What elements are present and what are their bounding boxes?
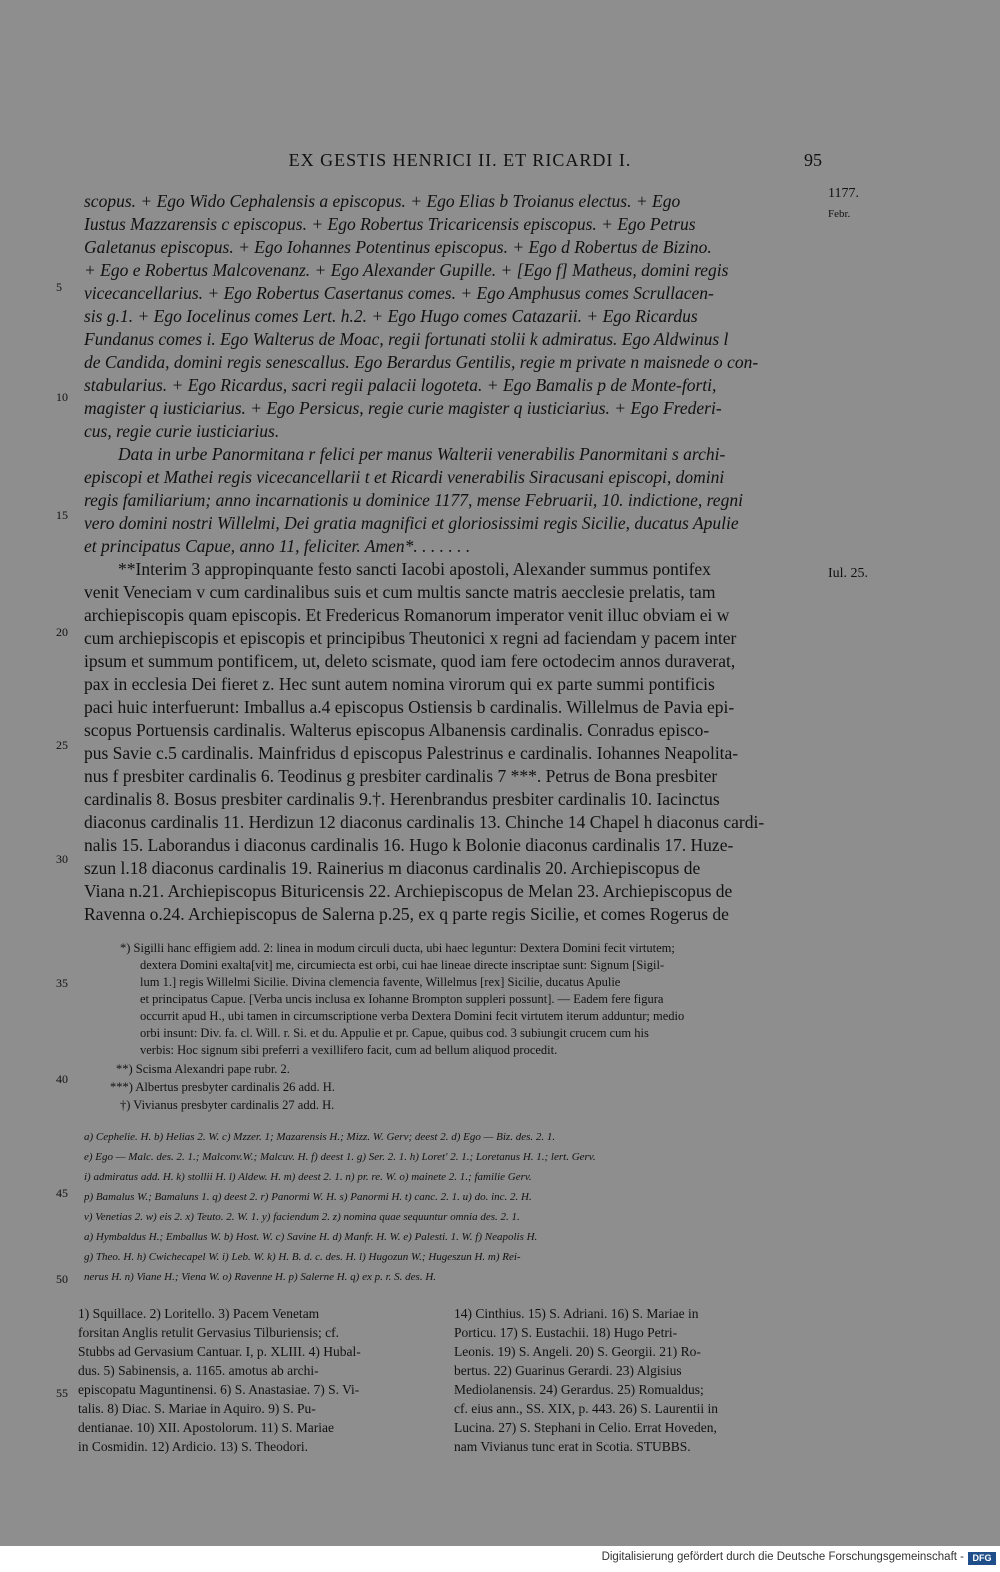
body-line: pus Savie c.5 cardinalis. Mainfridus d episcopus Palestrinus e cardinalis. Iohannes Neapolita- (84, 743, 739, 763)
star-note: occurrit apud H., ubi tamen in circumscriptione verba Dextera Domini fecit virtutem iterum adduntur; medio (140, 1009, 685, 1023)
body-line: cardinalis 8. Bosus presbiter cardinalis 9.†. Herenbrandus presbiter cardinalis 10. Iacinctus (84, 789, 720, 809)
numbered-note-left: dus. 5) Sabinensis, a. 1165. amotus ab archi- (78, 1363, 319, 1378)
margin-year: 1177. (828, 186, 859, 201)
line-number: 20 (56, 625, 68, 639)
variant-line: a) Cephelie. H. b) Helias 2. W. c) Mzzer. 1; Mazarensis H.; Mizz. W. Gerv; deest 2. d) Ego — Biz. des. 2. 1. (84, 1131, 556, 1143)
line-number: 25 (56, 738, 68, 752)
variant-line: i) admiratus add. H. k) stollii H. l) Aldew. H. m) deest 2. 1. n) pr. re. W. o) mainete 2. 1.; familie Gerv. (84, 1171, 532, 1183)
star-note: orbi insunt: Div. fa. cl. Will. r. Si. et du. Appulie et pr. Capue, quibus cod. 3 subiungit crucem cum his (140, 1026, 649, 1040)
footer-credit: Digitalisierung gefördert durch die Deutsche Forschungsgemeinschaft - (601, 1551, 964, 1563)
body-line: stabularius. + Ego Ricardus, sacri regii palacii logoteta. + Ego Bamalis p de Monte-forti, (84, 375, 717, 395)
star-note: verbis: Hoc signum sibi preferri a vexillifero facit, cum ad bellum aliquod procedit. (140, 1043, 558, 1057)
body-line: Iustus Mazzarensis c episcopus. + Ego Robertus Tricaricensis episcopus. + Ego Petrus (84, 214, 696, 234)
star-note: **) Scisma Alexandri pape rubr. 2. (116, 1062, 290, 1076)
body-line: paci huic interfuerunt: Imballus a.4 episcopus Ostiensis b cardinalis. Willelmus de Pavia epi- (84, 697, 735, 717)
line-number: 30 (56, 852, 68, 866)
line-number: 55 (56, 1386, 68, 1400)
body-line: vero domini nostri Willelmi, Dei gratia magnifici et gloriosissimi regis Sicilie, ducatus Apulie (84, 513, 739, 533)
page-number: 95 (804, 150, 822, 170)
body-line: nus f presbiter cardinalis 6. Teodinus g presbiter cardinalis 7 ***. Petrus de Bona presbiter (84, 766, 718, 786)
numbered-note-left: Stubbs ad Gervasium Cantuar. I, p. XLIII. 4) Hubal- (78, 1344, 361, 1359)
numbered-note-left: talis. 8) Diac. S. Mariae in Aquiro. 9) S. Pu- (78, 1401, 316, 1416)
body-line: Galetanus episcopus. + Ego Iohannes Potentinus episcopus. + Ego d Robertus de Bizino. (84, 237, 712, 257)
numbered-note-left: dentianae. 10) XII. Apostolorum. 11) S. Mariae (78, 1420, 334, 1435)
star-note: *) Sigilli hanc effigiem add. 2: linea in modum circuli ducta, ubi haec leguntur: Dextera Domini fecit virtutem; (120, 941, 675, 955)
body-line: vicecancellarius. + Ego Robertus Casertanus comes. + Ego Amphusus comes Scrullacen- (84, 283, 714, 303)
body-line: magister q iusticiarius. + Ego Persicus, regie curie magister q iusticiarius. + Ego Frederi- (84, 398, 722, 418)
line-number: 50 (56, 1272, 68, 1286)
body-line: venit Veneciam v cum cardinalibus suis et cum multis sancte matris aecclesie prelatis, tam (84, 582, 716, 602)
numbered-note-left: forsitan Anglis retulit Gervasius Tilburiensis; cf. (78, 1325, 339, 1340)
body-line: nalis 15. Laborandus i diaconus cardinalis 16. Hugo k Bolonie diaconus cardinalis 17. Huze- (84, 835, 734, 855)
line-number: 35 (56, 976, 68, 990)
variant-line: nerus H. n) Viane H.; Viena W. o) Ravenne H. p) Salerne H. q) ex p. r. S. des. H. (84, 1271, 437, 1283)
body-line: Viana n.21. Archiepiscopus Bituricensis 22. Archiepiscopus de Melan 23. Archiepiscopus de (84, 881, 733, 901)
numbered-note-right: Leonis. 19) S. Angeli. 20) S. Georgii. 21) Ro- (454, 1344, 701, 1359)
star-note: ***) Albertus presbyter cardinalis 26 add. H. (110, 1080, 335, 1094)
body-line: episcopi et Mathei regis vicecancellarii t et Ricardi venerabilis Siracusani episcopi, domini (84, 467, 725, 487)
line-number: 45 (56, 1186, 68, 1200)
body-line: regis familiarium; anno incarnationis u dominice 1177, mense Februarii, 10. indictione, regni (84, 490, 743, 510)
body-line: Ravenna o.24. Archiepiscopus de Salerna p.25, ex q parte regis Sicilie, et comes Rogerus de (84, 904, 729, 924)
numbered-note-left: episcopatu Maguntinensi. 6) S. Anastasiae. 7) S. Vi- (78, 1382, 360, 1397)
body-line: de Candida, domini regis senescallus. Ego Berardus Gentilis, regie m private n maisnede o con- (84, 352, 759, 372)
body-line: sis g.1. + Ego Iocelinus comes Lert. h.2. + Ego Hugo comes Catazarii. + Ego Ricardus (84, 306, 698, 326)
body-line: Data in urbe Panormitana r felici per manus Walterii venerabilis Panormitani s archi- (118, 444, 726, 464)
numbered-note-right: nam Vivianus tunc erat in Scotia. STUBBS. (454, 1439, 691, 1454)
numbered-note-right: 14) Cinthius. 15) S. Adriani. 16) S. Mariae in (454, 1306, 699, 1321)
line-number: 40 (56, 1072, 68, 1086)
body-line: ipsum et summum pontificem, ut, deleto scismate, quod iam fere octodecim annos duraverat, (84, 651, 736, 671)
body-line: archiepiscopis quam episcopis. Et Fredericus Romanorum imperator venit illuc obviam ei w (84, 605, 730, 625)
running-header (0, 150, 1000, 176)
variant-line: a) Hymbaldus H.; Emballus W. b) Host. W. c) Savine H. d) Manfr. H. W. e) Palesti. 1. W. f) Neapolis H. (84, 1231, 538, 1243)
body-line: et principatus Capue, anno 11, feliciter. Amen*. . . . . . . (84, 536, 471, 556)
numbered-note-right: Lucina. 27) S. Stephani in Celio. Errat Hoveden, (454, 1420, 717, 1435)
line-number: 10 (56, 390, 68, 404)
variant-line: p) Bamalus W.; Bamaluns 1. q) deest 2. r) Panormi W. H. s) Panormi H. t) canc. 2. 1. u) do. inc. 2. H. (84, 1191, 532, 1203)
running-title: EX GESTIS HENRICI II. ET RICARDI I. (288, 150, 632, 170)
body-line: pax in ecclesia Dei fieret z. Hec sunt autem nomina virorum qui ex parte summi pontificis (84, 674, 715, 694)
line-number: 15 (56, 508, 68, 522)
body-line: **Interim 3 appropinquante festo sancti Iacobi apostoli, Alexander summus pontifex (118, 559, 711, 579)
variant-line: g) Theo. H. h) Cwichecapel W. i) Leb. W. k) H. B. d. c. des. H. l) Hugozun W.; Hugeszun H. m) Rei- (84, 1251, 521, 1263)
body-line: diaconus cardinalis 11. Herdizun 12 diaconus cardinalis 13. Chinche 14 Chapel h diaconus cardi- (84, 812, 765, 832)
variant-line: v) Venetias 2. w) eis 2. x) Teuto. 2. W. 1. y) faciendum 2. z) nomina quae sequuntur omnia des. 2. 1. (84, 1211, 520, 1223)
margin-month: Febr. (828, 208, 851, 220)
numbered-note-left: 1) Squillace. 2) Loritello. 3) Pacem Venetam (78, 1306, 320, 1321)
numbered-note-right: bertus. 22) Guarinus Gerardi. 23) Algisius (454, 1363, 682, 1378)
body-line: cus, regie curie iusticiarius. (84, 421, 280, 441)
numbered-note-left: in Cosmidin. 12) Ardicio. 13) S. Theodori. (78, 1439, 308, 1454)
margin-date: Iul. 25. (828, 566, 869, 581)
footer-bar (0, 1546, 1000, 1572)
star-note: dextera Domini exalta[vit] me, circumiecta est orbi, cui hae lineae directe inscriptae sunt: Signum [Sigil- (140, 958, 665, 972)
star-note: †) Vivianus presbyter cardinalis 27 add. H. (120, 1098, 335, 1112)
body-line: scopus Portuensis cardinalis. Walterus episcopus Albanensis cardinalis. Conradus episco- (84, 720, 710, 740)
dfg-logo-icon: DFG (968, 1552, 996, 1565)
body-line: scopus. + Ego Wido Cephalensis a episcopus. + Ego Elias b Troianus electus. + Ego (84, 191, 681, 211)
star-note: lum 1.] regis Willelmi Sicilie. Divina clemencia favente, Willelmus [rex] Sicilie, ducatus Apulie (140, 975, 621, 989)
numbered-note-right: cf. eius ann., SS. XIX, p. 443. 26) S. Laurentii in (454, 1401, 718, 1416)
variant-line: e) Ego — Malc. des. 2. 1.; Malconv.W.; Malcuv. H. f) deest 1. g) Ser. 2. 1. h) Loret' 2. 1.; Loretanus H. 1.; lert. Gerv. (84, 1151, 596, 1163)
body-line: cum archiepiscopis et episcopis et principibus Theutonici x regni ad faciendam y pacem inter (84, 628, 737, 648)
body-line: Fundanus comes i. Ego Walterus de Moac, regii fortunati stolii k admiratus. Ego Aldwinus l (84, 329, 729, 349)
line-number: 5 (56, 280, 62, 294)
numbered-note-right: Porticu. 17) S. Eustachii. 18) Hugo Petri- (454, 1325, 678, 1340)
body-line: + Ego e Robertus Malcovenanz. + Ego Alexander Gupille. + [Ego f] Matheus, domini regis (84, 260, 729, 280)
star-note: et principatus Capue. [Verba uncis inclusa ex Iohanne Brompton suppleri possunt]. — Eadem fere figura (140, 992, 664, 1006)
numbered-note-right: Mediolanensis. 24) Gerardus. 25) Romualdus; (454, 1382, 704, 1397)
body-line: szun l.18 diaconus cardinalis 19. Rainerius m diaconus cardinalis 20. Archiepiscopus de (84, 858, 701, 878)
